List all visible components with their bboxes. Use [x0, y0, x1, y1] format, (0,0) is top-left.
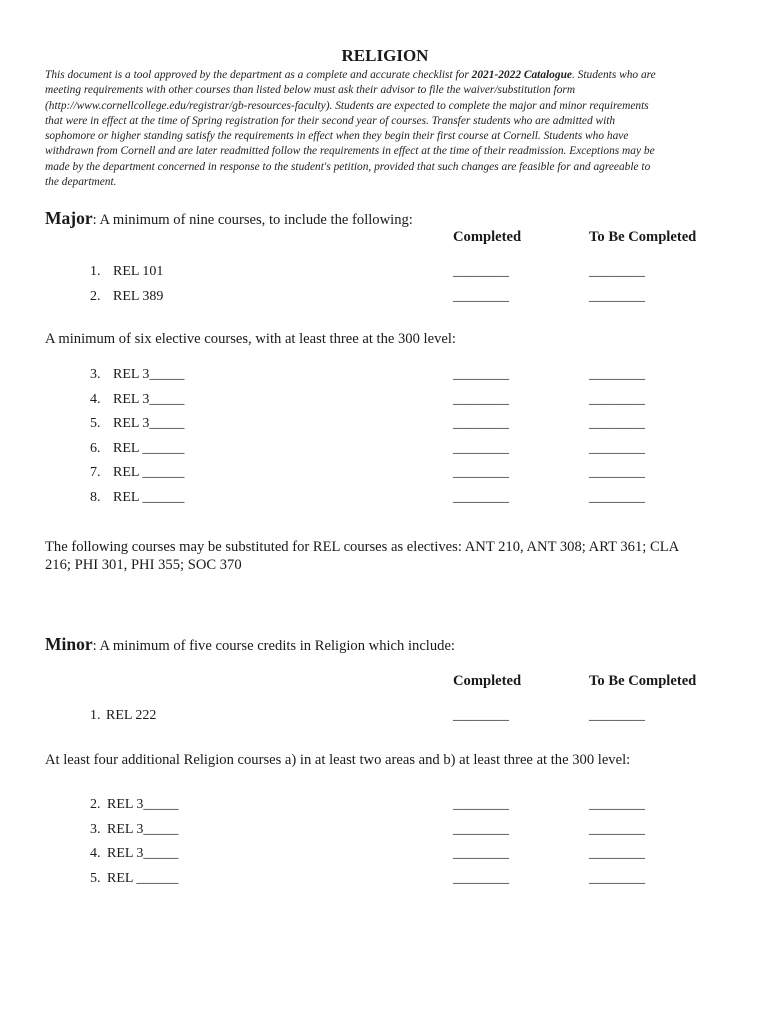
completed-blank: ________: [453, 846, 509, 862]
intro-line: [45, 68, 725, 83]
item-number: 4.: [90, 391, 101, 407]
completed-blank: ________: [453, 391, 509, 407]
item-number: 1.: [90, 708, 101, 723]
substitution-note-line1: The following courses may be substituted for REL courses as electives: ANT 210, ANT 308; ART 361; CLA: [45, 539, 680, 555]
completed-blank: ________: [453, 490, 509, 505]
catalogue-year: 2021-2022 Catalogue: [471, 69, 572, 81]
minor-label: Minor: [45, 634, 93, 654]
completed-blank: ________: [453, 416, 509, 432]
item-number: 7.: [90, 465, 101, 481]
minor-additional-heading: At least four additional Religion courses a) in at least two areas and b) at least three at the 300 level:: [45, 752, 631, 768]
completed-blank: ________: [453, 264, 509, 279]
intro-line: sophomore or higher standing satisfy the requirements in effect when they begin their first course at Cornell. Students who have: [45, 130, 629, 143]
completed-blank: ________: [453, 465, 509, 481]
course-code: REL ______: [113, 465, 185, 481]
intro-line: (http://www.cornellcollege.edu/registrar/gb-resources-faculty). Students are expected to complete the major and minor requirements: [45, 99, 649, 112]
to-be-completed-blank: ________: [589, 490, 645, 505]
to-be-completed-blank: ________: [589, 870, 645, 886]
completed-blank: ________: [453, 708, 509, 723]
course-code: REL 101: [113, 264, 164, 279]
intro-line: withdrawn from Cornell and are later readmitted follow the requirements in effect at the time of their readmission. Exceptions may be: [45, 145, 655, 158]
major-elective-heading: A minimum of six elective courses, with at least three at the 300 level:: [45, 331, 456, 347]
completed-blank: ________: [453, 821, 509, 837]
item-number: 5.: [90, 870, 101, 886]
to-be-completed-blank: ________: [589, 440, 645, 456]
course-code: REL ______: [113, 440, 185, 456]
item-number: 4.: [90, 846, 101, 862]
course-code: REL 3_____: [107, 797, 179, 812]
intro-text: . Students who are: [571, 69, 656, 81]
course-code: REL 3_____: [113, 416, 185, 432]
to-be-completed-blank: ________: [589, 289, 645, 304]
page-title: RELIGION: [341, 46, 429, 65]
major-label: Major: [45, 208, 93, 228]
intro-line: made by the department concerned in response to the student's petition, provided that such changes are feasible for and agreeable to: [45, 160, 651, 173]
completed-blank: ________: [453, 870, 509, 886]
substitution-note-line2: 216; PHI 301, PHI 355; SOC 370: [45, 557, 242, 573]
completed-blank: ________: [453, 367, 509, 382]
intro-text: This document is a tool approved by the department as a complete and accurate checklist for: [45, 69, 472, 81]
intro-line: the department.: [45, 176, 117, 189]
minor-completed-header: Completed: [453, 673, 522, 689]
course-code: REL 3_____: [107, 821, 179, 837]
item-number: 1.: [90, 264, 101, 279]
major-completed-header: Completed: [453, 229, 522, 245]
course-code: REL ______: [107, 870, 179, 886]
course-code: REL 222: [106, 708, 157, 723]
major-heading: [45, 208, 413, 229]
course-code: REL 389: [113, 289, 164, 304]
to-be-completed-blank: ________: [589, 821, 645, 837]
item-number: 2.: [90, 797, 101, 812]
intro-line: that were in effect at the time of Spring registration for their second year of courses. Transfer students who are admitted with: [45, 114, 616, 127]
item-number: 6.: [90, 440, 101, 456]
to-be-completed-blank: ________: [589, 465, 645, 481]
to-be-completed-blank: ________: [589, 708, 645, 723]
to-be-completed-blank: ________: [589, 797, 645, 812]
intro-line: meeting requirements with other courses than listed below must ask their advisor to file the waiver/substitution form: [45, 84, 576, 97]
major-todo-header: To Be Completed: [589, 229, 697, 245]
major-heading-text: : A minimum of nine courses, to include the following:: [92, 212, 413, 228]
minor-heading: [45, 634, 455, 655]
item-number: 2.: [90, 289, 101, 304]
completed-blank: ________: [453, 289, 509, 304]
item-number: 3.: [90, 367, 101, 382]
intro-paragraph: [45, 68, 725, 190]
completed-blank: ________: [453, 440, 509, 456]
to-be-completed-blank: ________: [589, 264, 645, 279]
to-be-completed-blank: ________: [589, 416, 645, 432]
minor-heading-text: : A minimum of five course credits in Religion which include:: [92, 638, 455, 654]
item-number: 5.: [90, 416, 101, 432]
completed-blank: ________: [453, 797, 509, 812]
to-be-completed-blank: ________: [589, 846, 645, 862]
course-code: REL ______: [113, 490, 185, 505]
to-be-completed-blank: ________: [589, 391, 645, 407]
course-code: REL 3_____: [113, 367, 185, 382]
item-number: 3.: [90, 821, 101, 837]
course-code: REL 3_____: [113, 391, 185, 407]
to-be-completed-blank: ________: [589, 367, 645, 382]
item-number: 8.: [90, 490, 101, 505]
course-code: REL 3_____: [107, 846, 179, 862]
minor-todo-header: To Be Completed: [589, 673, 697, 689]
